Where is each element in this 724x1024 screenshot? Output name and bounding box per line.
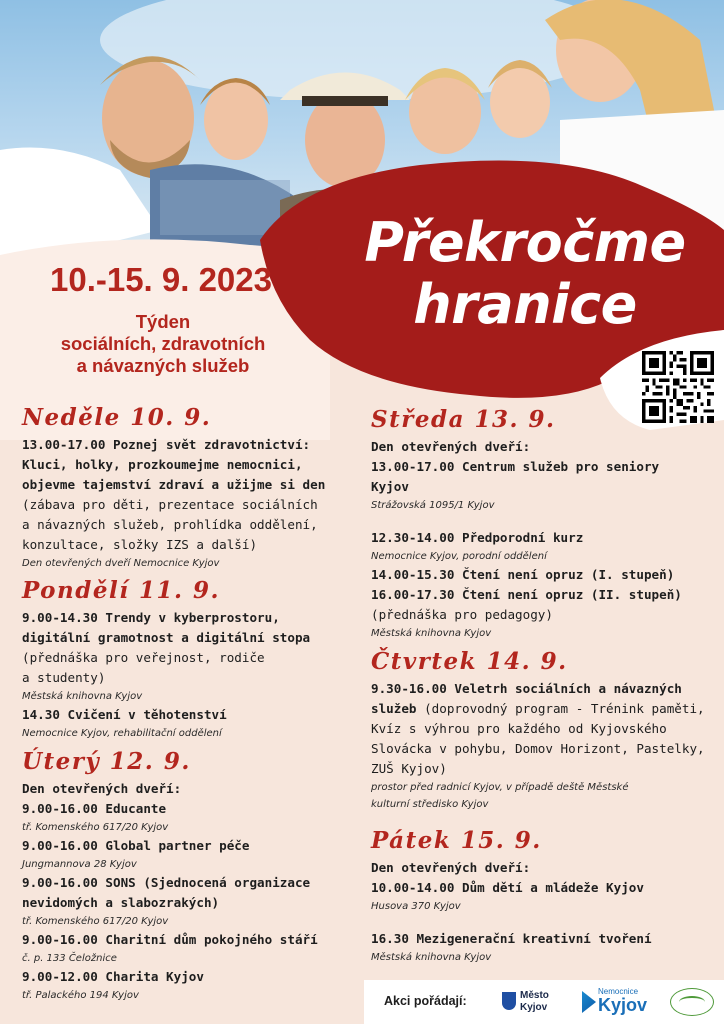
- event-line: 16.00-17.30 Čtení není opruz (II. stupeň): [371, 587, 682, 602]
- schedule-left-column: [22, 404, 362, 1004]
- event-line: 16.30 Mezigenerační kreativní tvoření: [371, 931, 652, 946]
- event-intro: Den otevřených dveří:: [22, 781, 182, 796]
- event-line: 9.00-12.00 Charita Kyjov: [22, 969, 204, 984]
- day-heading-sunday: Neděle 10. 9.: [22, 404, 212, 431]
- event-place: Městská knihovna Kyjov: [22, 691, 143, 702]
- event-line: Slovácka v pohybu, Domov Horizont, Pastelky,: [371, 741, 705, 756]
- event-line: a studenty): [22, 670, 106, 685]
- event-place: prostor před radnicí Kyjov, v případě deště Městské: [371, 782, 629, 793]
- event-intro: Den otevřených dveří:: [371, 439, 531, 454]
- event-place: kulturní středisko Kyjov: [371, 799, 489, 810]
- event-line: 9.00-16.00 SONS (Sjednocená organizace: [22, 875, 311, 890]
- event-line: ZUŠ Kyjov): [371, 761, 447, 776]
- event-line: 9.00-16.00 Global partner péče: [22, 838, 250, 853]
- event-line: 12.30-14.00 Předporodní kurz: [371, 530, 584, 545]
- subtitle-line: Týden: [135, 311, 191, 332]
- event-line-rest: (doprovodný program - Trénink paměti,: [416, 701, 705, 716]
- event-line-bold: služeb: [371, 701, 417, 716]
- nemocnice-logo-big-text: Kyjov: [598, 995, 648, 1015]
- event-line: 10.00-14.00 Dům dětí a mládeže Kyjov: [371, 880, 644, 895]
- day-heading-tuesday: Úterý 12. 9.: [22, 748, 191, 775]
- event-line: 13.00-17.00 Poznej svět zdravotnictví:: [22, 437, 311, 452]
- event-line: (přednáška pro veřejnost, rodiče: [22, 650, 265, 665]
- event-line: digitální gramotnost a digitální stopa: [22, 630, 311, 645]
- event-line: Kvíz s výhrou pro každého od Kyjovského: [371, 721, 667, 736]
- subtitle-line: a návazných služeb: [76, 355, 250, 376]
- event-place: Městská knihovna Kyjov: [371, 628, 492, 639]
- event-line: 14.30 Cvičení v těhotenství: [22, 707, 227, 722]
- day-heading-thursday: Čtvrtek 14. 9.: [371, 648, 568, 675]
- event-place: Městská knihovna Kyjov: [371, 952, 492, 963]
- event-line: (přednáška pro pedagogy): [371, 607, 553, 622]
- event-line: 9.30-16.00 Veletrh sociálních a návazných: [371, 681, 682, 696]
- event-line: a návazných služeb, prohlídka oddělení,: [22, 517, 318, 532]
- event-line: objevme tajemství zdraví a užijme si den: [22, 477, 326, 492]
- event-line: [371, 699, 716, 719]
- day-heading-friday: Pátek 15. 9.: [371, 827, 542, 854]
- event-line: (zábava pro děti, prezentace sociálních: [22, 497, 318, 512]
- event-line: nevidomých a slabozrakých): [22, 895, 220, 910]
- schedule-right-column: [371, 406, 716, 966]
- event-line: 14.00-15.30 Čtení není opruz (I. stupeň): [371, 567, 675, 582]
- organizers-footer: [364, 980, 724, 1024]
- event-place: Den otevřených dveří Nemocnice Kyjov: [22, 558, 220, 569]
- nemocnice-logo-small-text: Nemocnice: [598, 987, 639, 996]
- event-place: tř. Komenského 617/20 Kyjov: [22, 822, 169, 833]
- kyjovske-slovacko-logo[interactable]: [670, 988, 714, 1016]
- event-subtitle: [28, 311, 298, 377]
- event-title: Překročme hranice: [364, 211, 686, 336]
- mesto-kyjov-logo[interactable]: [498, 988, 558, 1018]
- event-line: 9.00-14.30 Trendy v kyberprostoru,: [22, 610, 280, 625]
- event-intro: Den otevřených dveří:: [371, 860, 531, 875]
- event-line: Kyjov: [371, 479, 409, 494]
- event-place: Strážovská 1095/1 Kyjov: [371, 500, 495, 511]
- organizers-label: Akci pořádají:: [384, 994, 467, 1008]
- event-place: Nemocnice Kyjov, rehabilitační oddělení: [22, 728, 222, 739]
- event-place: Nemocnice Kyjov, porodní oddělení: [371, 551, 547, 562]
- event-place: Jungmannova 28 Kyjov: [22, 859, 137, 870]
- mesto-kyjov-logo-text: Město Kyjov: [520, 990, 549, 1013]
- day-heading-monday: Pondělí 11. 9.: [22, 577, 220, 604]
- event-place: č. p. 133 Čeložnice: [22, 953, 117, 964]
- event-line: konzultace, složky IZS a další): [22, 537, 258, 552]
- event-place: tř. Palackého 194 Kyjov: [22, 990, 139, 1001]
- nemocnice-kyjov-logo[interactable]: [580, 985, 660, 1019]
- subtitle-line: sociálních, zdravotních: [60, 333, 266, 354]
- coat-of-arms-icon: [502, 992, 516, 1010]
- event-place: Husova 370 Kyjov: [371, 901, 461, 912]
- event-place: tř. Komenského 617/20 Kyjov: [22, 916, 169, 927]
- event-line: 9.00-16.00 Charitní dům pokojného stáří: [22, 932, 318, 947]
- day-heading-wednesday: Středa 13. 9.: [371, 406, 556, 433]
- event-line: 13.00-17.00 Centrum služeb pro seniory: [371, 459, 660, 474]
- event-line: Kluci, holky, prozkoumejme nemocnici,: [22, 457, 303, 472]
- nemocnice-mark-icon: [582, 991, 596, 1013]
- event-date: 10.-15. 9. 2023: [49, 261, 272, 298]
- event-line: 9.00-16.00 Educante: [22, 801, 167, 816]
